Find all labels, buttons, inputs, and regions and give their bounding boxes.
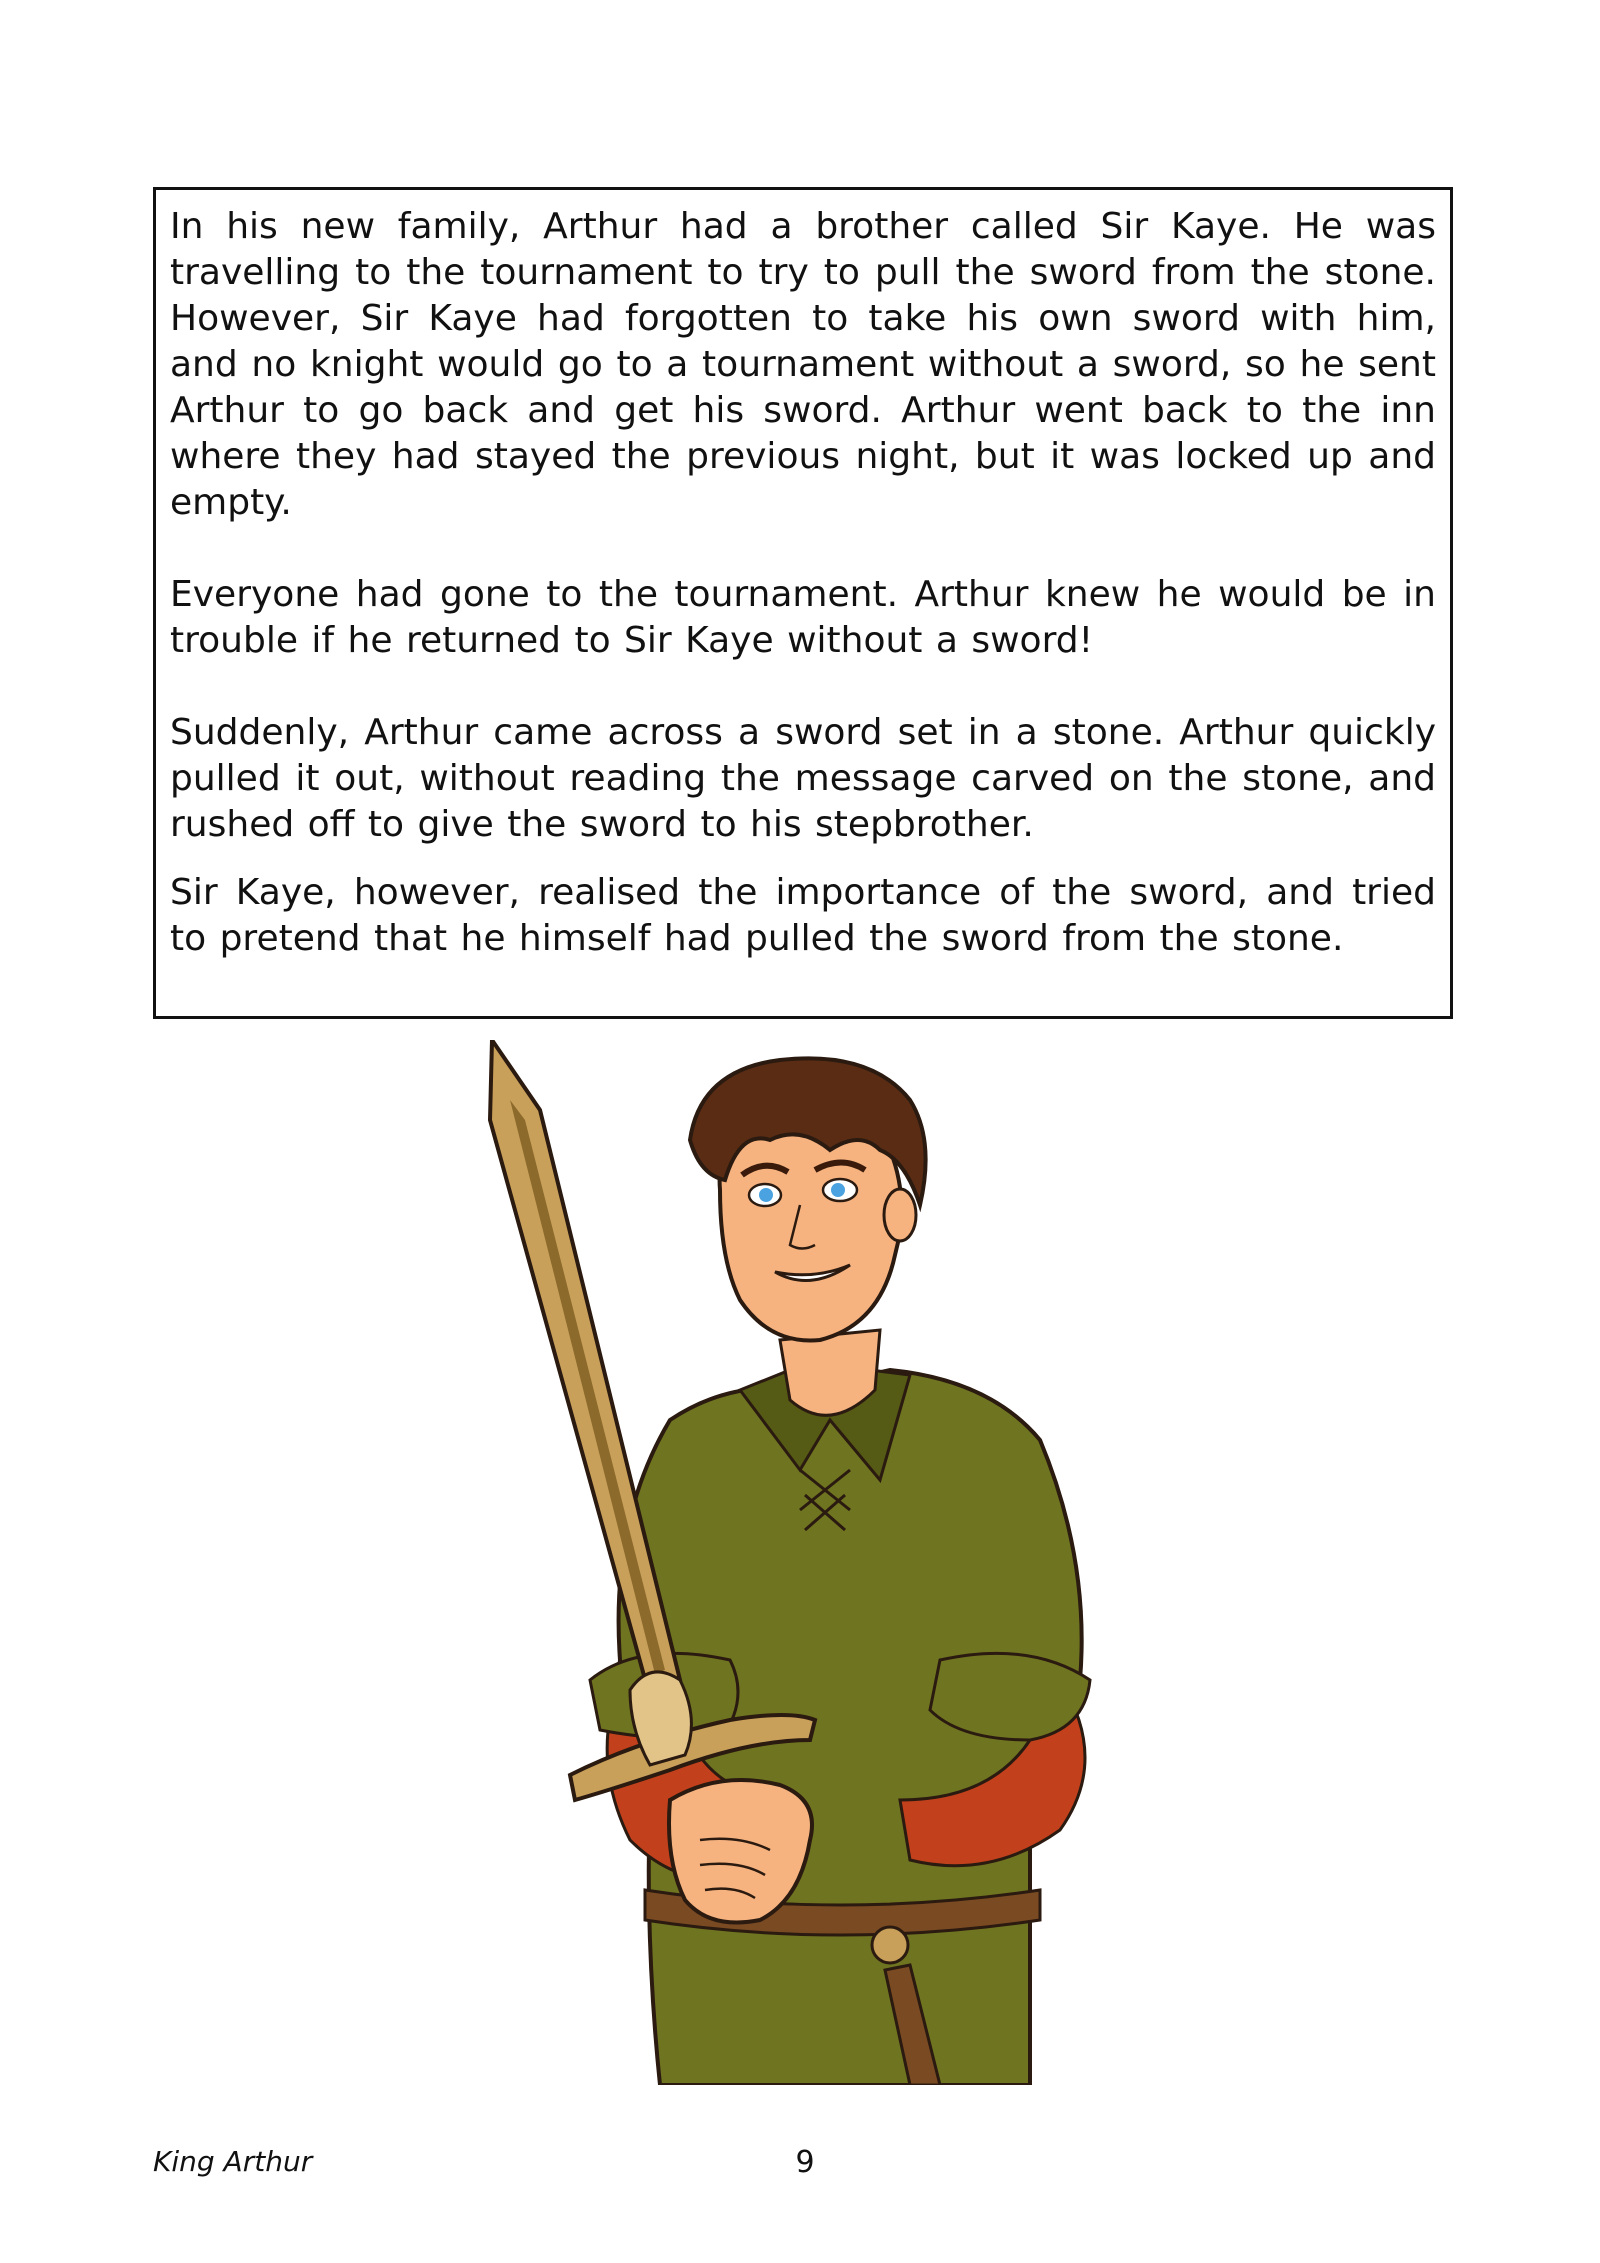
footer-book-title: King Arthur [153,2145,313,2178]
story-text-box [153,187,1453,1019]
ear [884,1189,916,1241]
dagger-pommel [872,1927,908,1963]
page-number: 9 [795,2145,815,2180]
story-paragraph-2: Everyone had gone to the tournament. Arthur knew he would be in trouble if he returned to Sir Kaye without a sword! [170,574,1436,661]
story-paragraph-1: In his new family, Arthur had a brother called Sir Kaye. He was travelling to the tournament to try to pull the sword from the stone. However, Sir Kaye had forgotten to take his own sword with him, and no knight would go to a tournament without a sword, so he sent Arthur to go back and get his sword. Arthur went back to the inn where they had stayed the previous night, but it was locked up and empty. [170,206,1436,523]
arthur-with-sword-illustration [470,1040,1150,2085]
cuff-right [930,1653,1090,1740]
story-paragraph-3: Suddenly, Arthur came across a sword set in a stone. Arthur quickly pulled it out, without reading the message carved on the stone, and rushed off to give the sword to his stepbrother. [170,712,1436,845]
sword-fuller [510,1100,665,1674]
story-paragraph-4: Sir Kaye, however, realised the importance of the sword, and tried to pretend that he himself had pulled the sword from the stone. [170,872,1436,959]
